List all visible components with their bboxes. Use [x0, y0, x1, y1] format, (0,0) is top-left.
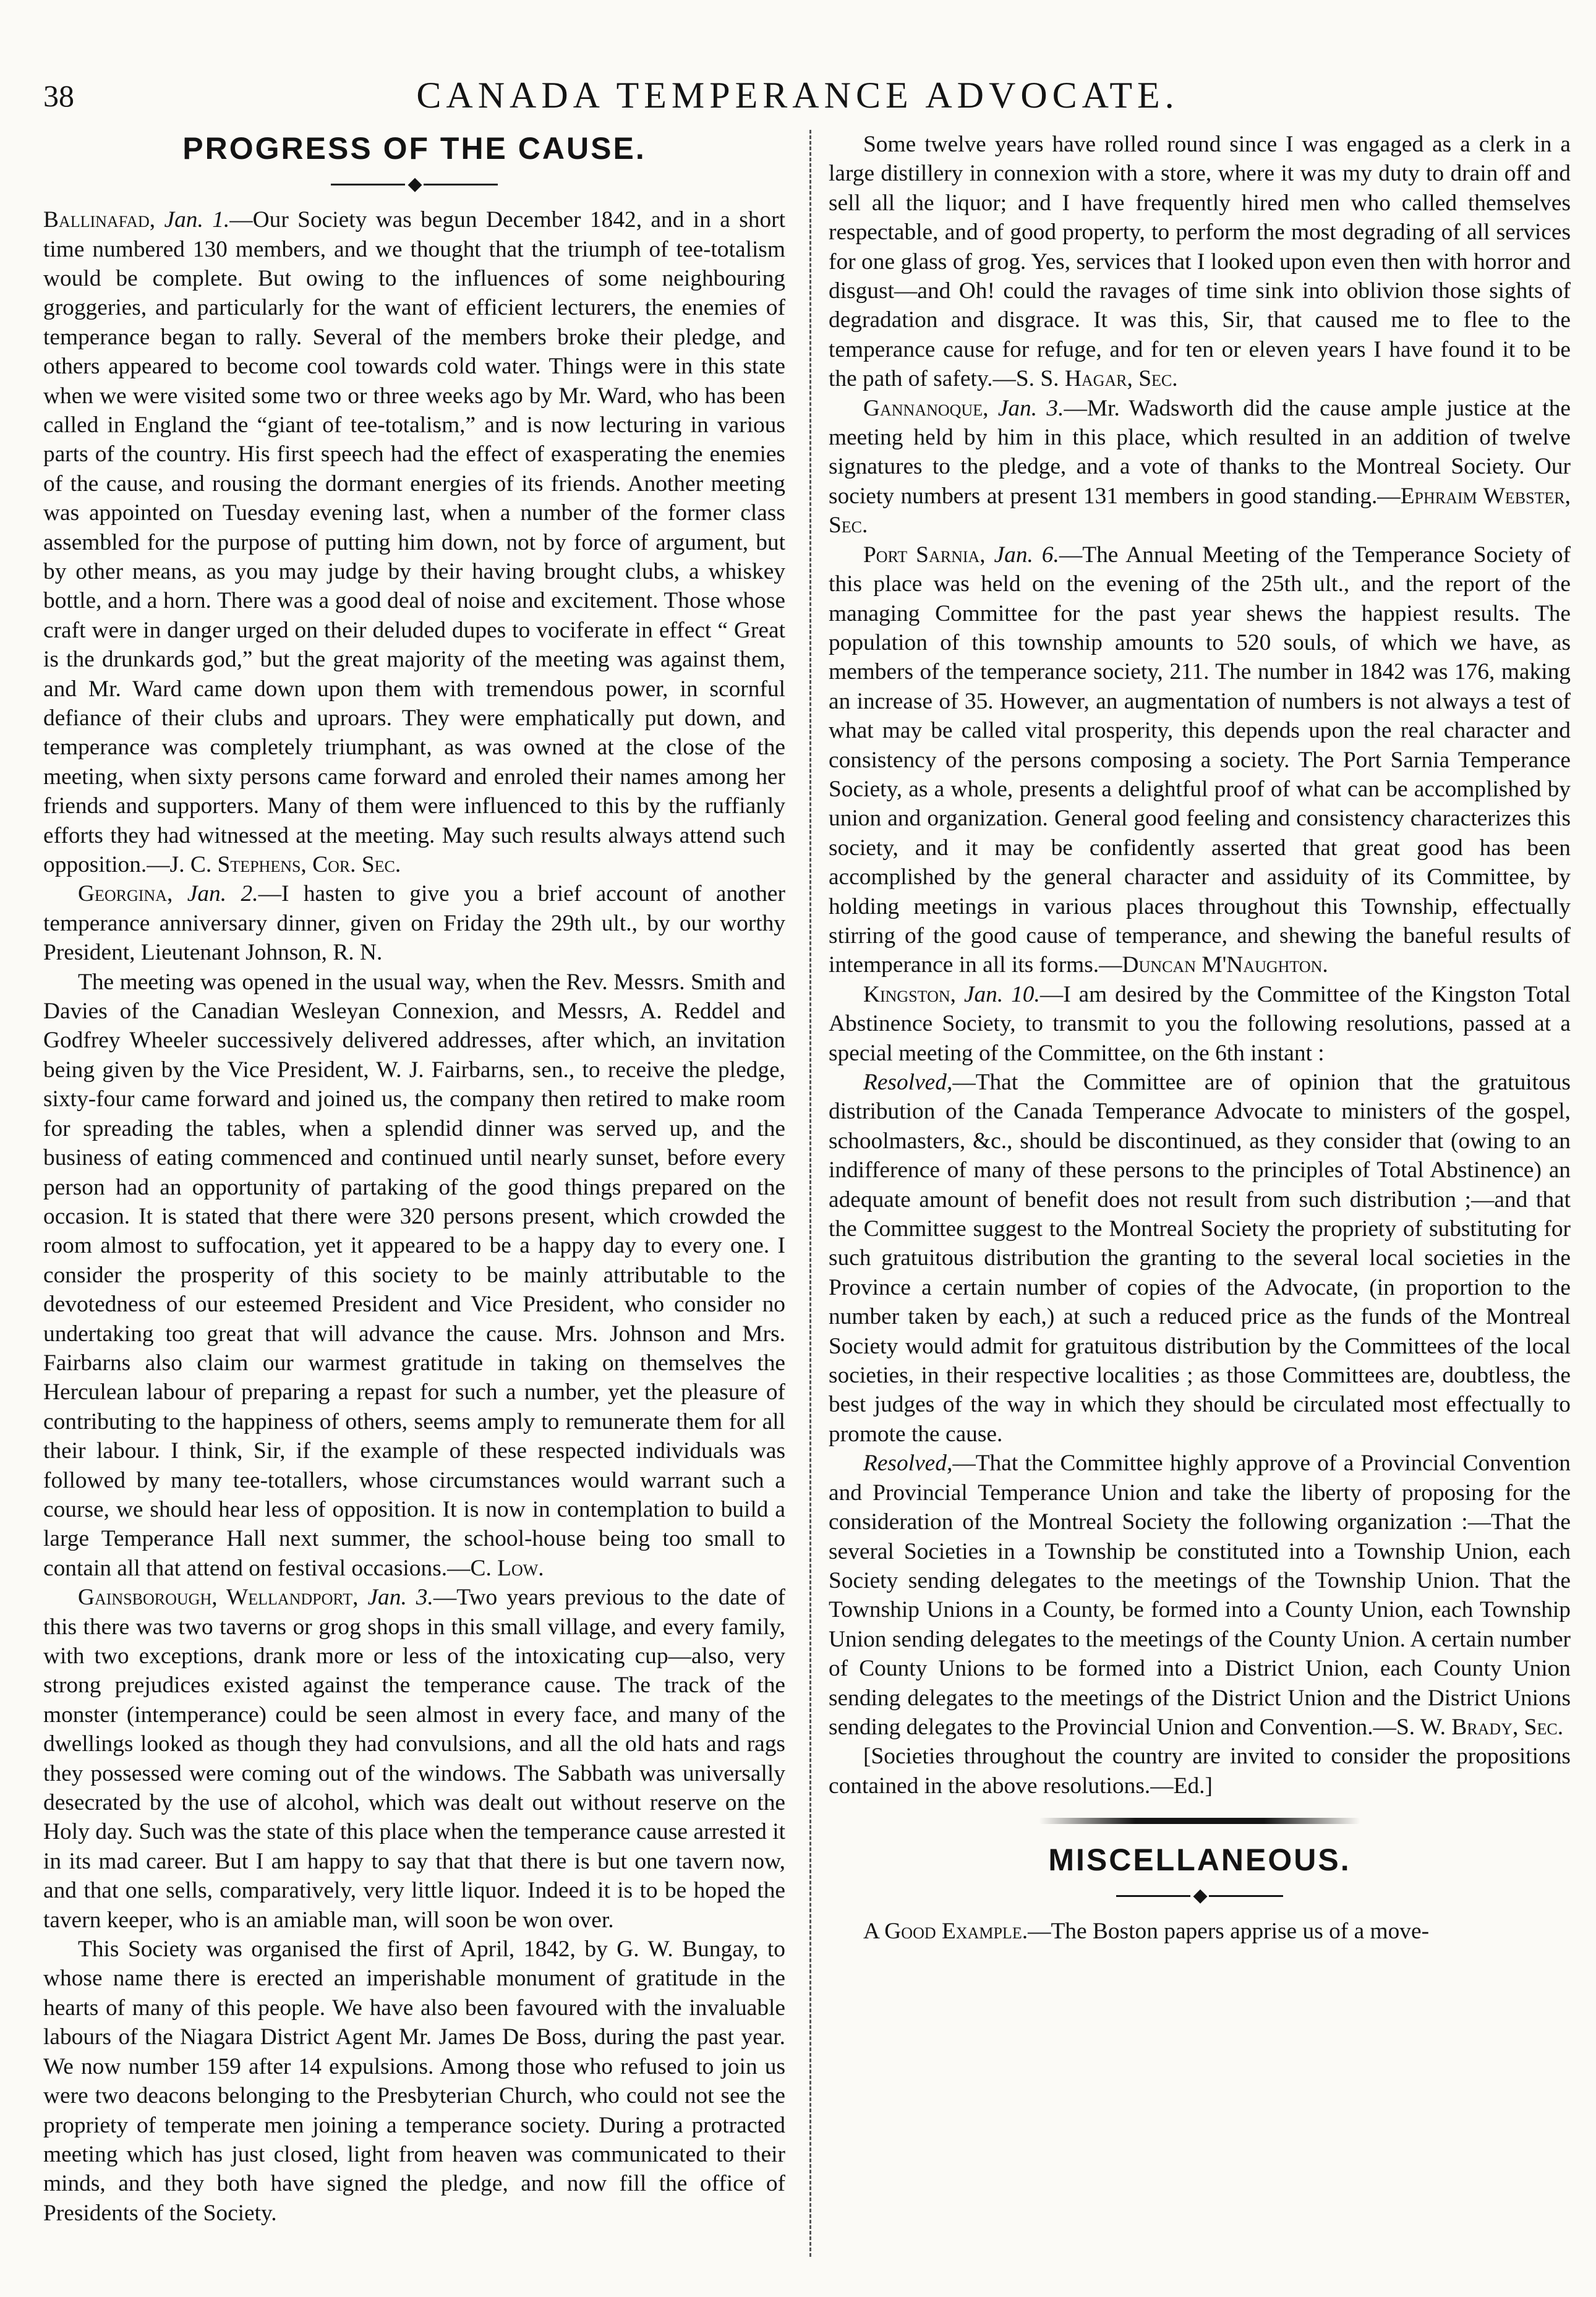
article-body: —I hasten to give you a brief account of another temperance anniversary dinner, given on Friday the 29th ult., by our worthy President, Lieutenant Johnson, R. N.: [43, 881, 785, 966]
resolution-body: —That the Committee highly approve of a Provincial Convention and Provincial Temperance Union and take the liberty of proposing for the consideration of the Montreal Society the following organization :—That the several Societies in a Township be constituted into a Township Union, each Society sending delegates to the meetings of the Township Union. That the Township Unions in a County, be formed into a County Union, each Township Union sending delegates to the meetings of the County Union. A certain number of County Unions to be formed into a District Union, each County Union sending delegates to the meetings of the District Union and the District Unions sending delegates to the Provincial Union and Convention.—: [829, 1451, 1571, 1740]
column-rule: [809, 130, 811, 2257]
article-body: Some twelve years have rolled round since I was engaged as a clerk in a large distillery in connexion with a store, where it was my duty to drain off and sell all the liquor; and I have frequently hired men who called themselves respectable, and of good property, to perform the most degrading of all services for one glass of grog. Yes, services that I looked upon even then with horror and disgust—and Oh! could the ravages of time sink into oblivion those sights of degradation and disgrace. It was this, Sir, that caused me to flee to the temperance cause for refuge, and for ten or eleven years I have found it to be the path of safety.—: [829, 132, 1571, 392]
heading-ornament: ◆: [43, 171, 785, 197]
resolution-label: Resolved,: [863, 1070, 953, 1095]
article-date: Jan. 10.: [963, 981, 1040, 1007]
article-date: Jan. 3.: [997, 395, 1064, 421]
resolution-2: [829, 1449, 1571, 1742]
resolution-label: Resolved,: [863, 1451, 953, 1477]
article-kingston: [829, 980, 1571, 1068]
article-body: —Mr. Wadsworth did the cause ample justice at the meeting held by him in this place, which resulted in an addition of twelve signatures to the pledge, and a vote of thanks to the Montreal Society. Our society numbers at present 131 members in good standing.—: [829, 395, 1571, 509]
article-gainsborough-cont: [43, 1935, 785, 2228]
article-place: Ballinafad,: [43, 207, 156, 233]
article-signature: C. Low.: [470, 1555, 544, 1581]
article-place: Gainsborough, Wellandport,: [78, 1585, 359, 1611]
article-ballinafad: [43, 205, 785, 879]
right-column: [829, 130, 1571, 1946]
progress-heading: PROGRESS OF THE CAUSE.: [182, 131, 646, 166]
article-good-example: [829, 1917, 1571, 1946]
article-place: A Good Example.: [863, 1919, 1028, 1945]
article-signature: Ephraim Webster, Sec.: [829, 483, 1571, 539]
editor-note-text: [Societies throughout the country are invited to consider the propositions contained in the above resolutions.—Ed.]: [829, 1744, 1571, 1799]
editor-note: [829, 1742, 1571, 1801]
running-title: CANADA TEMPERANCE ADVOCATE.: [416, 75, 1179, 116]
article-signature: J. C. Stephens, Cor. Sec.: [169, 852, 401, 878]
article-body: —I am desired by the Committee of the Kingston Total Abstinence Society, to transmit to you the following resolutions, passed at a special meeting of the Committee, on the 6th instant :: [829, 981, 1571, 1066]
page-header: [43, 74, 1552, 117]
article-body: The meeting was opened in the usual way, when the Rev. Messrs. Smith and Davies of the Canadian Wesleyan Connexion, and Messrs, A. Reddel and Godfrey Wheeler successively delivered addresses, after which, an invitation being given by the Vice President, W. J. Fairbarns, sen., to receive the pledge, sixty-four came forward and joined us, the company then retired to make room for spreading the tables, when a splendid dinner was served up, and the business of eating commenced and continued until nearly sunset, before every person had an opportunity of partaking of the good things prepared on the occasion. It is stated that there were 320 persons present, which crowded the room almost to suffocation, yet it appeared to be a happy day to every one. I consider the prosperity of this society to be mainly attributable to the devotedness of our esteemed President and Vice President, who consider no undertaking too great that will advance the cause. Mrs. Johnson and Mrs. Fairbarns also claim our warmest gratitude in taking on themselves the Herculean labour of preparing a repast for such a number, yet the pleasure of contributing to the happiness of others, seems amply to remunerate them for all their labour. I think, Sir, if the example of these respected individuals was followed by many tee-totallers, whose circumstances would warrant such a course, we should hear less of opposition. It is now in contemplation to build a large Temperance Hall next summer, the school-house being too small to contain all that attend on festival occasions.—: [43, 969, 785, 1581]
article-signature: S. S. Hagar, Sec.: [1015, 366, 1178, 392]
article-gannanoque: [829, 394, 1571, 540]
article-place: Georgina,: [78, 881, 173, 907]
article-body: —The Annual Meeting of the Temperance Society of this place was held on the evening of the 25th ult., and the report of the managing Committee for the past year shews the happiest results. The population of this township amounts to 520 souls, of which we have, as members of the temperance society, 211. The number in 1842 was 176, making an increase of 35. However, an augmentation of numbers is not always a test of what may be called vital prosperity, this depends upon the real character and consistency of the persons composing a society. The Port Sarnia Temperance Society, as a whole, presents a delightful proof of what can be accomplished by union and organization. General good feeling and consistency characterizes this society, and it may be confidently asserted that great good has been accomplished by the general character and assiduity of its Committee, by holding meetings in various places throughout this Township, effectually stirring of the good cause of temperance, and shewing the baneful results of intemperance in all its forms.—: [829, 542, 1571, 978]
heading-ornament: ◆: [829, 1882, 1571, 1908]
article-port-sarnia: [829, 540, 1571, 980]
article-place: Kingston,: [863, 981, 956, 1007]
page-number: 38: [43, 79, 74, 113]
article-body: —Two years previous to the date of this there was two taverns or grog shops in this small village, and every family, with two exceptions, drank more or less of the intoxicating cup—also, very strong prejudices existed against the temperance cause. The track of the monster (intemperance) could be seen almost in every face, and many of the dwellings looked as though they had convulsions, and all the old hats and rags they possessed were coming out of the windows. The Sabbath was universally desecrated by the use of alcohol, which was dealt out without reserve on the Holy day. Such was the state of this place when the temperance cause arrested it in its mad career. But I am happy to say that that there is but one tavern now, and that one sells, comparatively, very little liquor. Indeed it is to be hoped the tavern keeper, who is an amiable man, will soon be won over.: [43, 1585, 786, 1933]
left-column: [43, 130, 785, 2228]
article-place: Gannanoque,: [863, 395, 989, 421]
section-divider: [1039, 1818, 1360, 1824]
article-gainsborough: [43, 1583, 785, 1935]
article-body: This Society was organised the first of April, 1842, by G. W. Bungay, to whose name there is erected an imperishable monument of gratitude in the hearts of many of this people. We have also been favoured with the invaluable labours of the Niagara District Agent Mr. James De Boss, during the past year. We now number 159 after 14 expulsions. Among those who refused to join us were two deacons belonging to the Presbyterian Church, who could not see the propriety of temperate men joining a temperance society. During a protracted meeting which has just closed, light from heaven was communicated to their minds, and they both have signed the pledge, and now fill the office of Presidents of the Society.: [43, 1937, 785, 2226]
article-georgina-cont: [43, 968, 785, 1583]
article-signature: Duncan M'Naughton.: [1122, 952, 1328, 978]
article-date: Jan. 6.: [994, 542, 1059, 568]
article-body: —The Boston papers apprise us of a move-: [1028, 1919, 1430, 1945]
article-date: Jan. 1.: [164, 207, 230, 233]
resolution-1: [829, 1068, 1571, 1449]
resolution-body: —That the Committee are of opinion that the gratuitous distribution of the Canada Temperance Advocate to ministers of the gospel, schoolmasters, &c., should be discontinued, as they consider that (owing to an indifference of many of these persons to the principles of Total Abstinence) an adequate amount of benefit does not result from such distribution ;—and that the Committee suggest to the Montreal Society the propriety of substituting for such gratuitous distribution the granting to the several local societies in the Province a certain number of copies of the Advocate, (in proportion to the number taken by each,) at such a reduced price as the funds of the Montreal Society would admit for gratuitous distribution by the Committees of the local societies, in their respective localities ; as those Committees are, doubtless, the best judges of the way in which they should be circulated most effectually to promote the cause.: [829, 1070, 1571, 1447]
article-body: —Our Society was begun December 1842, and in a short time numbered 130 members, and we thought that the triumph of tee-totalism would be complete. But owing to the influences of some neighbouring groggeries, and particularly for the want of efficient lecturers, the enemies of temperance began to rally. Several of the members broke their pledge, and others appeared to become cool towards cold water. Things were in this state when we were visited some two or three weeks ago by Mr. Ward, who has been called in England the “giant of tee-totalism,” and is now lecturing in various parts of the country. His first speech had the effect of exasperating the enemies of the cause, and rousing the dormant energies of its friends. Another meeting was appointed on Tuesday evening last, when a number of the former class assembled for the purpose of putting him down, not by force of argument, but by other means, as you may judge by their having brought clubs, a whiskey bottle, and a horn. There was a good deal of noise and excitement. Those whose craft were in danger urged on their deluded dupes to vociferate in effect “ Great is the drunkards god,” but the great majority of the meeting was against them, and Mr. Ward came down upon them with tremendous power, in scornful defiance of their clubs and uproars. They were emphatically put down, and temperance was completely triumphant, as was owned at the close of the meeting, when sixty persons came forward and enroled their names among her friends and supporters. Many of them were influenced to this by the ruffianly efforts they had witnessed at the meeting. May such results always attend such opposition.—: [43, 207, 785, 878]
article-place: Port Sarnia,: [863, 542, 986, 568]
article-date: Jan. 2.: [187, 881, 258, 907]
miscellaneous-heading: MISCELLANEOUS.: [1048, 1843, 1351, 1878]
article-gainsborough-cont2: [829, 130, 1571, 394]
article-georgina: [43, 879, 785, 967]
article-signature: S. W. Brady, Sec.: [1396, 1714, 1564, 1740]
article-date: Jan. 3.: [367, 1585, 433, 1611]
